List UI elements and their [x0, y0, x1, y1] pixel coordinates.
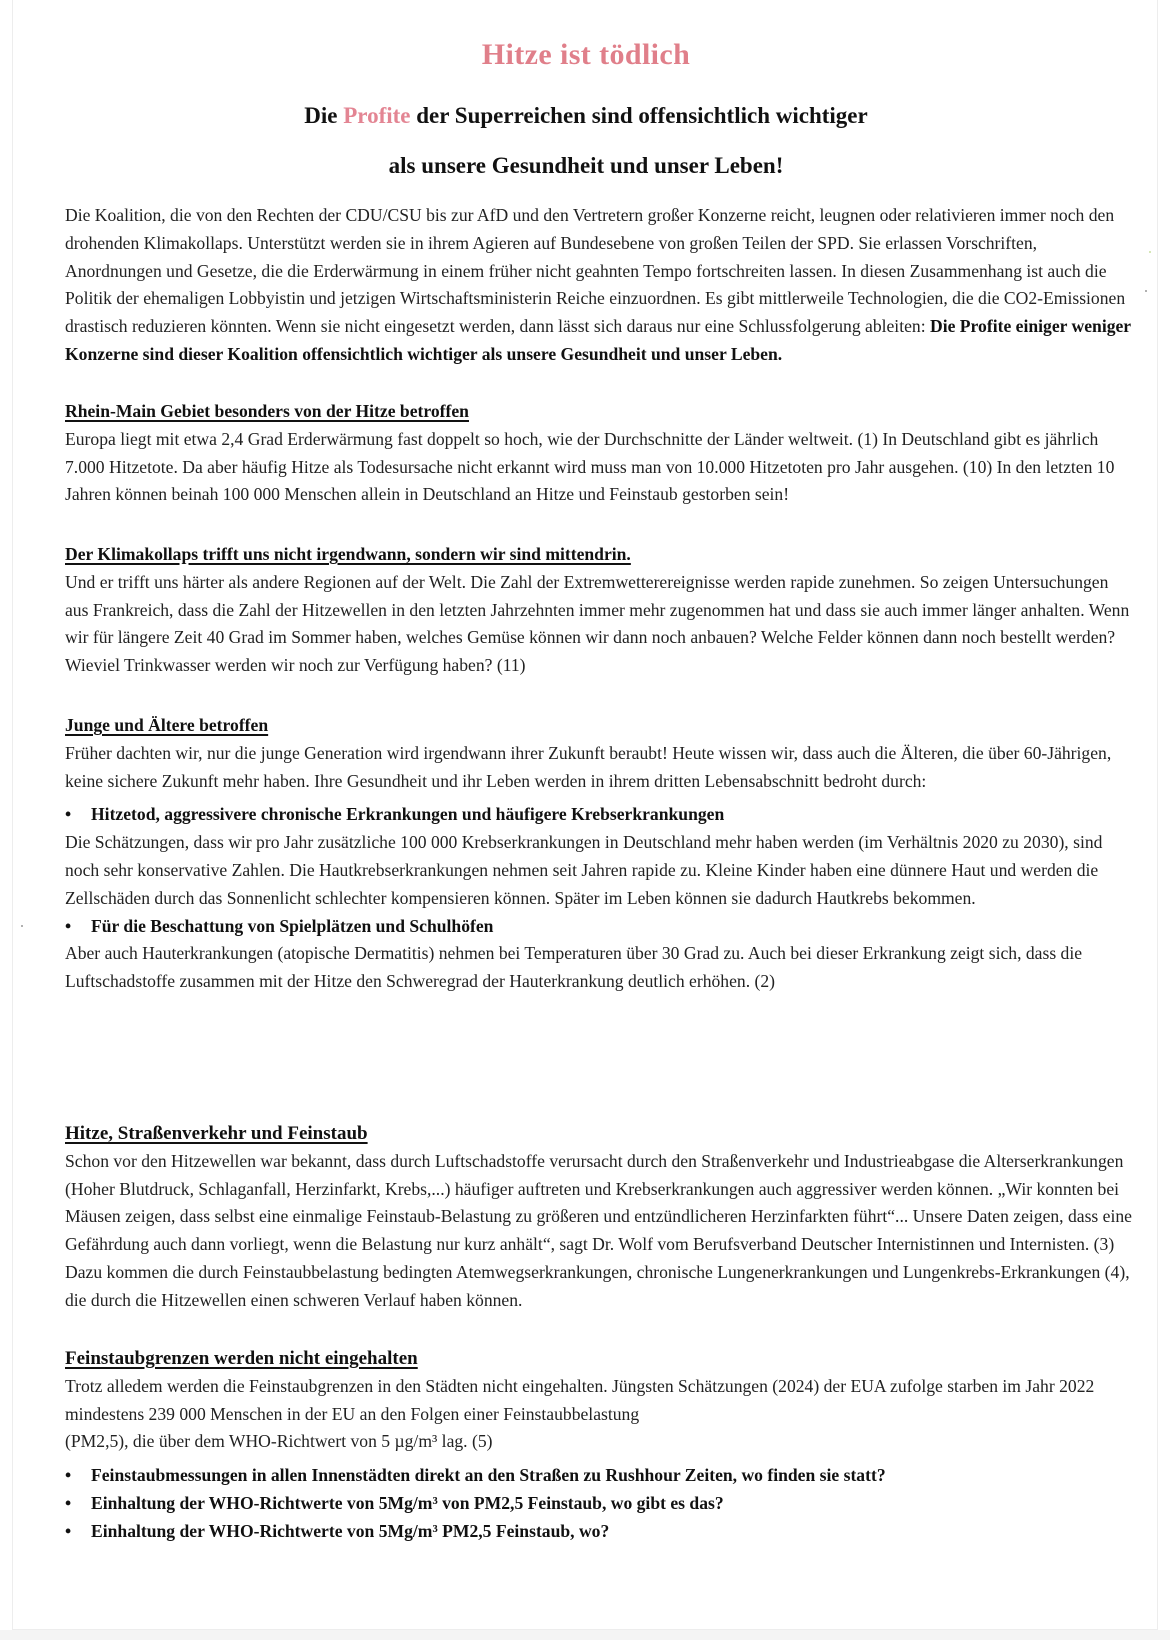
section-text-klimakollaps: Und er trifft uns härter als andere Regionen auf der Welt. Die Zahl der Extremwetterereignisse werden rapide zunehmen. So zeigen Untersuchungen aus Frankreich, dass die Zahl der Hitzewellen in den letzten Jahrzehnten immer mehr zugenommen hat und dass sie auch immer länger anhalten. Wenn wir für längere Zeit 40 Grad im Sommer haben, welches Gemüse können wir dann noch anbauen? Welche Felder können dann noch bestellt werden? Wieviel Trinkwasser werden wir noch zur Verfügung haben? (11) [65, 571, 1130, 676]
section-heading-rhein-main: Rhein-Main Gebiet besonders von der Hitze betroffen [65, 401, 469, 421]
intro-bold-profite: Profite [959, 316, 1012, 337]
section-text-junge-aeltere: Früher dachten wir, nur die junge Generation wird irgendwann ihrer Zukunft beraubt! Heute wissen wir, dass auch die Älteren, die über 60-Jährigen, keine sichere Zukunft mehr haben. Ihre Gesundheit und ihr Leben werden in ihrem dritten Lebensabschnitt bedroht durch: [65, 742, 1112, 791]
bullet-hitzetod-text: Hitzetod, aggressivere chronische Erkrankungen und häufigere Krebserkrankungen [91, 804, 725, 825]
section-heading-junge-aeltere: Junge und Ältere betroffen [65, 715, 269, 735]
subtitle-post: der Superreichen sind offensichtlich wichtiger [410, 103, 868, 128]
section-junge-aeltere [65, 712, 1135, 996]
section-rhein-main [65, 398, 1135, 509]
intro-bold-pre: Die [929, 316, 960, 337]
subtitle-line-2: als unsere Gesundheit und unser Leben! [388, 153, 784, 178]
intro-bold-post: einiger weniger Konzerne sind dieser Koalition offensichtlich wichtiger als unsere Gesundheit und unser Leben. [65, 316, 1131, 364]
bullet-feinstaubmessungen-text: Feinstaubmessungen in allen Innenstädten direkt an den Straßen zu Rushhour Zeiten, wo finden sie statt? [91, 1465, 886, 1486]
section-text-rhein-main: Europa liegt mit etwa 2,4 Grad Erderwärmung fast doppelt so hoch, wie der Durchschnitte der Länder weltweit. (1) In Deutschland gibt es jährlich 7.000 Hitzetote. Da aber häufig Hitze als Todesursache nicht erkannt wird muss man von 10.000 Hitzetoten pro Jahr ausgehen. (10) In den letzten 10 Jahren können beinah 100 000 Menschen allein in Deutschland an Hitze und Feinstaub gestorben sein! [65, 428, 1115, 505]
bullet-dot-icon: • [65, 804, 72, 825]
intro-text: Die Koalition, die von den Rechten der CDU/CSU bis zur AfD und den Vertretern großer Konzerne reicht, leugnen oder relativieren immer noch den drohenden Klimakollaps. Unterstützt werden sie in ihrem Agieren auf Bundesebene von großen Teilen der SPD. Sie erlassen Vorschriften, Anordnungen und Gesetze, die die Erderwärmung in einem früher nicht geahnten Tempo fortschreiten lassen. In diesen Zusammenhang ist auch die Politik der ehemaligen Lobbyistin und jetzigen Wirtschaftsministerin Reiche einzuordnen. Es gibt mittlerweile Technologien, die die CO2-Emissionen drastisch reduzieren könnten. Wenn sie nicht eingesetzt werden, dann lässt sich daraus nur eine Schlussfolgerung ableiten: [65, 205, 1126, 337]
bullet-dot-icon: • [65, 1492, 72, 1513]
page-bottom-margin [0, 1630, 1170, 1640]
bullet-who-richtwerte-2 [65, 1518, 1135, 1546]
bullet-dot-icon: • [65, 1465, 72, 1486]
bullet-dot-icon: • [65, 915, 72, 936]
section-klimakollaps [65, 541, 1135, 680]
bullet-who-richtwerte-2-text: Einhaltung der WHO-Richtwerte von 5Mg/m³ PM2,5 Feinstaub, wo? [91, 1520, 610, 1541]
section-text-strassenverkehr: Schon vor den Hitzewellen war bekannt, dass durch Luftschadstoffe verursacht durch den Straßenverkehr und Industrieabgase die Alterserkrankungen (Hoher Blutdruck, Schlaganfall, Herzinfarkt, Krebs,...) häufiger auftreten und Krebserkrankungen auch aggressiver werden können. „Wir konnten bei Mäusen zeigen, dass selbst eine einmalige Feinstaub-Belastung zu größeren und entzündlicheren Herzinfarkten führt“... Unsere Daten zeigen, dass eine Gefährdung auch dann vorliegt, wenn die Belastung nur kurz anhält“, sagt Dr. Wolf vom Berufsverband Deutscher Internistinnen und Internisten. (3) Dazu kommen die durch Feinstaubbelastung bedingten Atemwegserkrankungen, chronische Lungenerkrankungen und Lungenkrebs-Erkrankungen (4), die durch die Hitzewellen einen schweren Verlauf haben können. [65, 1150, 1132, 1310]
subtitle-line-1 [13, 103, 1159, 129]
bullet-dot-icon: • [65, 1520, 72, 1541]
document-title: Hitze ist tödlich [481, 38, 691, 71]
section-feinstaubgrenzen [65, 1345, 1135, 1546]
section-text-hauterkrankung: Aber auch Hauterkrankungen (atopische Dermatitis) nehmen bei Temperaturen über 30 Grad zu. Auch bei dieser Erkrankung zeigt sich, dass die Luftschadstoffe zusammen mit der Hitze den Schweregrad der Hauterkrankung deutlich erhöhen. (2) [65, 943, 1083, 992]
section-heading-feinstaubgrenzen: Feinstaubgrenzen werden nicht eingehalten [65, 1348, 418, 1369]
section-heading-strassenverkehr: Hitze, Straßenverkehr und Feinstaub [65, 1123, 368, 1144]
bullet-beschattung [65, 913, 1135, 941]
section-text-krebs: Die Schätzungen, dass wir pro Jahr zusätzliche 100 000 Krebserkrankungen in Deutschland mehr haben werden (im Verhältnis 2020 zu 2030), sind noch sehr konservative Zahlen. Die Hautkrebserkrankungen nehmen seit Jahren rapide zu. Kleine Kinder haben eine dünnere Haut und werden die Zellschäden durch das Sonnenlicht schlechter kompensieren können. Später im Leben können sie dadurch Hautkrebs bekommen. [65, 832, 1103, 908]
document-page [12, 0, 1158, 1630]
intro-paragraph [65, 202, 1135, 369]
bullet-beschattung-text: Für die Beschattung von Spielplätzen und Schulhöfen [91, 915, 494, 936]
subtitle-profite: Profite [343, 103, 411, 128]
section-text-feinstaubgrenzen-a: Trotz alledem werden die Feinstaubgrenzen in den Städten nicht eingehalten. Jüngsten Schätzungen (2024) der EUA zufolge starben im Jahr 2022 mindestens 239 000 Menschen in der EU an den Folgen einer Feinstaubbelastung [65, 1375, 1095, 1424]
section-text-feinstaubgrenzen-b: (PM2,5), die über dem WHO-Richtwert von 5 µg/m³ lag. (5) [65, 1431, 493, 1452]
scan-speck [1145, 290, 1147, 292]
bullet-who-richtwerte-1-text: Einhaltung der WHO-Richtwerte von 5Mg/m³ von PM2,5 Feinstaub, wo gibt es das? [91, 1492, 724, 1513]
scan-speck [21, 925, 23, 927]
bullet-who-richtwerte-1 [65, 1490, 1135, 1518]
bullet-hitzetod [65, 801, 1135, 829]
bullet-feinstaubmessungen [65, 1462, 1135, 1490]
section-heading-klimakollaps: Der Klimakollaps trifft uns nicht irgendwann, sondern wir sind mittendrin. [65, 544, 631, 564]
scan-speck [1149, 251, 1151, 253]
subtitle-pre: Die [304, 103, 344, 128]
section-strassenverkehr [65, 1120, 1135, 1315]
